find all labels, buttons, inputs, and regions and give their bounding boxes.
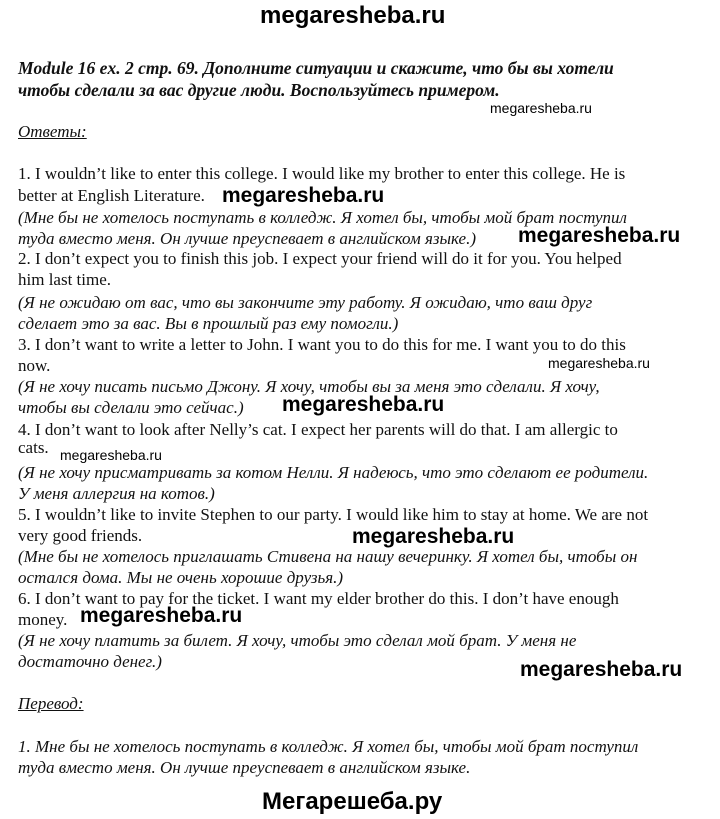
watermark-large: megaresheba.ru (282, 393, 445, 416)
task-line-2: чтобы сделали за вас другие люди. Воспользуйтесь примером. (18, 80, 500, 100)
answer-4-ru-line-1: (Я не хочу присматривать за котом Нелли. Я надеюсь, что это сделают ее родители. (18, 463, 649, 482)
watermark-large: megaresheba.ru (222, 184, 385, 207)
answer-4-en-line-2: cats. (18, 438, 49, 457)
answer-3-en-line-2: now. (18, 356, 51, 375)
answer-1-en-line-2: better at English Literature. (18, 186, 205, 205)
answer-2-ru-line-1: (Я не ожидаю от вас, что вы закончите эту работу. Я ожидаю, что ваш друг (18, 293, 593, 312)
answer-5-en-line-2: very good friends. (18, 526, 143, 545)
watermark-large: megaresheba.ru (518, 224, 681, 247)
watermark-small: megaresheba.ru (60, 447, 162, 463)
answer-6-en-line-1: 6. I don’t want to pay for the ticket. I want my elder brother do this. I don’t have enough (18, 589, 619, 608)
answer-3-ru-line-2: чтобы вы сделали это сейчас.) (18, 398, 244, 417)
answer-1-ru-line-1: (Мне бы не хотелось поступать в колледж. Я хотел бы, чтобы мой брат поступил (18, 208, 627, 227)
answers-heading: Ответы: (18, 122, 87, 141)
answer-1-en-line-1: 1. I wouldn’t like to enter this college. I would like my brother to enter this college. He is (18, 164, 626, 183)
answer-4-ru-line-2: У меня аллергия на котов.) (18, 484, 215, 503)
answer-6-en-line-2: money. (18, 610, 68, 629)
translation-line-2: туда вместо меня. Он лучше преуспевает в английском языке. (18, 758, 471, 777)
watermark-small: megaresheba.ru (490, 100, 592, 116)
answer-4-en-line-1: 4. I don’t want to look after Nelly’s cat. I expect her parents will do that. I am allergic to (18, 420, 618, 439)
answer-6-ru-line-2: достаточно денег.) (18, 652, 162, 671)
answer-5-en-line-1: 5. I wouldn’t like to invite Stephen to our party. I would like him to stay at home. We are not (18, 505, 649, 524)
answer-3-en-line-1: 3. I don’t want to write a letter to John. I want you to do this for me. I want you to do this (18, 335, 626, 354)
answer-6-ru-line-1: (Я не хочу платить за билет. Я хочу, чтобы это сделал мой брат. У меня не (18, 631, 577, 650)
answer-5-ru-line-2: остался дома. Мы не очень хорошие друзья.) (18, 568, 344, 587)
task-line-1: Module 16 ex. 2 стр. 69. Дополните ситуации и скажите, что бы вы хотели (18, 58, 614, 78)
watermark-large: megaresheba.ru (352, 525, 515, 548)
answer-2-en-line-2: him last time. (18, 270, 112, 289)
answer-2-en-line-1: 2. I don’t expect you to finish this job. I expect your friend will do it for you. You helped (18, 249, 622, 268)
answer-1-ru-line-2: туда вместо меня. Он лучше преуспевает в английском языке.) (18, 229, 476, 248)
site-header: megaresheba.ru (260, 2, 446, 29)
answer-5-ru-line-1: (Мне бы не хотелось приглашать Стивена на нашу вечеринку. Я хотел бы, чтобы он (18, 547, 638, 566)
answer-2-ru-line-2: сделает это за вас. Вы в прошлый раз ему помогли.) (18, 314, 399, 333)
watermark-large: megaresheba.ru (80, 604, 243, 627)
translation-heading: Перевод: (18, 694, 84, 713)
watermark-large: megaresheba.ru (520, 658, 683, 681)
translation-line-1: 1. Мне бы не хотелось поступать в колледж. Я хотел бы, чтобы мой брат поступил (18, 737, 639, 756)
answer-3-ru-line-1: (Я не хочу писать письмо Джону. Я хочу, чтобы вы за меня это сделали. Я хочу, (18, 377, 600, 396)
watermark-small: megaresheba.ru (548, 355, 650, 371)
site-footer: Мегарешеба.ру (262, 788, 443, 815)
